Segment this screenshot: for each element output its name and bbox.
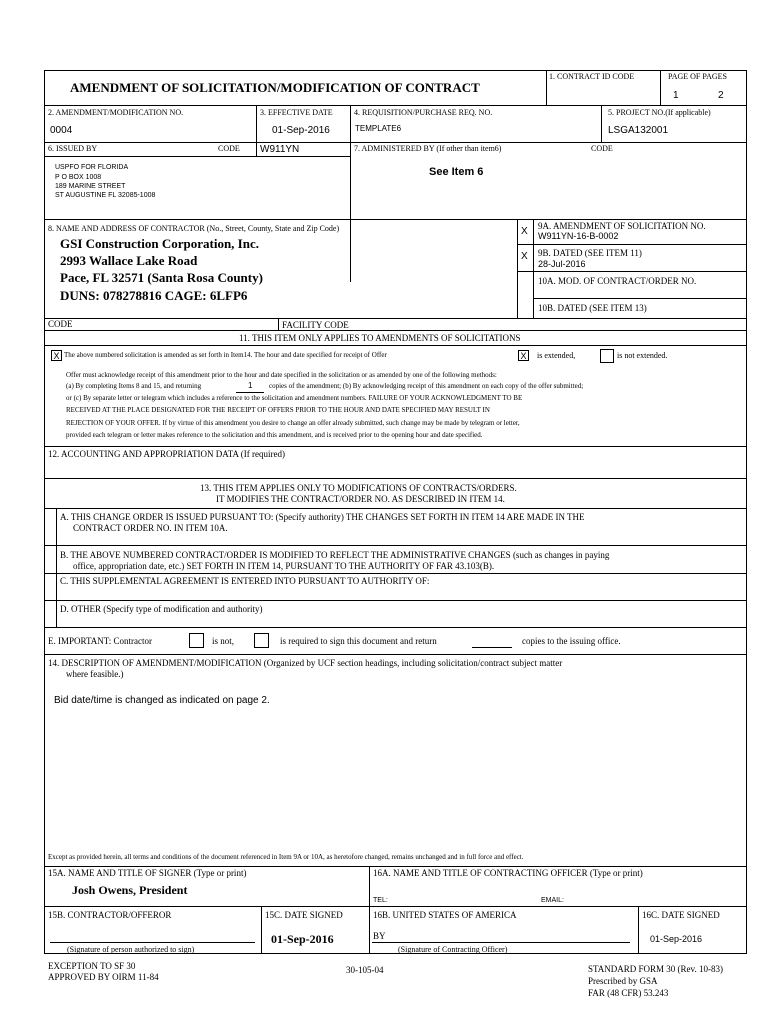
item-13a: CONTRACT ORDER NO. IN ITEM 10A.	[73, 523, 228, 533]
item-11-para: RECEIVED AT THE PLACE DESIGNATED FOR THE RECEIPT OF OFFERS PRIOR TO THE HOUR AND DATE SPECIFIED MAY RESULT IN	[66, 406, 490, 414]
officer-signature-caption: (Signature of Contracting Officer)	[398, 945, 508, 954]
contractor-duns-cage: DUNS: 078278816 CAGE: 6LFP6	[60, 288, 248, 303]
contract-id-label: 1. CONTRACT ID CODE	[549, 72, 635, 81]
item-10b-label: 10B. DATED (SEE ITEM 13)	[538, 303, 647, 313]
issuer-line: 189 MARINE STREET	[55, 183, 126, 190]
item-9a-label: 9A. AMENDMENT OF SOLICITATION NO.	[538, 221, 706, 231]
divider	[44, 906, 747, 907]
divider	[44, 156, 350, 157]
issued-by-code-label: CODE	[218, 144, 240, 153]
officer-date-signed: 01-Sep-2016	[650, 934, 703, 944]
facility-code-label: FACILITY CODE	[282, 320, 349, 330]
extended-checkbox[interactable]: X	[518, 350, 529, 361]
not-extended-checkbox[interactable]	[600, 349, 614, 363]
divider	[44, 318, 747, 319]
issued-by-label: 6. ISSUED BY	[48, 144, 98, 153]
issuer-line: P O BOX 1008	[55, 174, 102, 181]
signature-line	[372, 942, 630, 943]
not-extended-label: is not extended.	[617, 351, 668, 360]
divider	[350, 105, 351, 282]
item-13d: D. OTHER (Specify type of modification and authority)	[60, 604, 263, 614]
approved-note: APPROVED BY OIRM 11-84	[48, 972, 159, 982]
issuer-line: USPFO FOR FLORIDA	[55, 164, 129, 171]
contractor-date-signed: 01-Sep-2016	[271, 932, 334, 946]
divider	[44, 345, 747, 346]
divider	[256, 105, 257, 142]
effective-date-value: 01-Sep-2016	[272, 125, 330, 136]
item-11-para: (a) By completing Items 8 and 15, and returning	[66, 382, 202, 390]
signature-line	[50, 942, 255, 943]
important-label: E. IMPORTANT: Contractor	[48, 636, 153, 646]
item-15c-label: 15C. DATE SIGNED	[265, 910, 343, 920]
copies-blank	[472, 647, 512, 648]
contractor-label: 8. NAME AND ADDRESS OF CONTRACTOR (No., Street, County, State and Zip Code)	[48, 224, 340, 233]
divider	[369, 866, 370, 954]
contractor-is-not-checkbox[interactable]	[189, 633, 204, 648]
divider	[256, 142, 257, 156]
item-15a-label: 15A. NAME AND TITLE OF SIGNER (Type or print)	[48, 868, 247, 878]
item-11-para: or (c) By separate letter or telegram which includes a reference to the solicitation and amendment numbers. FAILURE OF YOUR ACKNOWLEDGMENT TO BE	[66, 394, 523, 402]
is-required-label: is required to sign this document and return	[280, 636, 437, 646]
divider	[44, 219, 747, 220]
contractor-street: 2993 Wallace Lake Road	[60, 253, 198, 268]
item-11-para: copies of the amendment; (b) By acknowledging receipt of this amendment on each copy of the offer submitted;	[269, 382, 584, 390]
divider	[56, 508, 57, 627]
contractor-code-label: CODE	[48, 319, 73, 329]
divider	[660, 70, 661, 105]
divider	[517, 244, 747, 245]
administered-by-code-label: CODE	[591, 144, 613, 153]
tel-label: TEL:	[373, 897, 388, 904]
prescribed-by: Prescribed by GSA	[588, 976, 658, 986]
item-10a-label: 10A. MOD. OF CONTRACT/ORDER NO.	[538, 276, 697, 286]
divider	[278, 318, 279, 330]
divider	[44, 508, 747, 509]
form-number: 30-105-04	[346, 965, 384, 975]
extended-label: is extended,	[537, 351, 576, 360]
item-11-para: Offer must acknowledge receipt of this amendment prior to the hour and date specified in the solicitation or as amended by one of the following methods:	[66, 371, 497, 379]
divider	[44, 446, 747, 447]
email-label: EMAIL:	[541, 897, 564, 904]
divider	[44, 627, 747, 628]
item-11-checkbox[interactable]: X	[51, 350, 62, 361]
divider	[533, 219, 534, 318]
divider	[44, 654, 747, 655]
contractor-name: GSI Construction Corporation, Inc.	[60, 236, 259, 251]
item-13-title: IT MODIFIES THE CONTRACT/ORDER NO. AS DESCRIBED IN ITEM 14.	[216, 494, 505, 504]
issuer-line: ST AUGUSTINE FL 32085-1008	[55, 192, 156, 199]
page-count: 2	[718, 90, 724, 101]
item-14-label: 14. DESCRIPTION OF AMENDMENT/MODIFICATION (Organized by UCF section headings, including solicitation/contract subject matter	[48, 658, 563, 668]
item-14-label: where feasible.)	[66, 669, 124, 679]
divider	[44, 600, 747, 601]
item-11-title: 11. THIS ITEM ONLY APPLIES TO AMENDMENTS OF SOLICITATIONS	[239, 333, 521, 343]
form-title: AMENDMENT OF SOLICITATION/MODIFICATION OF CONTRACT	[70, 80, 480, 95]
divider	[44, 142, 747, 143]
administered-by-label: 7. ADMINISTERED BY (If other than item6)	[354, 144, 502, 153]
item-13b: office, appropriation date, etc.) SET FORTH IN ITEM 14, PURSUANT TO THE AUTHORITY OF FAR 43.103(B).	[73, 561, 495, 571]
divider	[44, 545, 747, 546]
item-13b: B. THE ABOVE NUMBERED CONTRACT/ORDER IS MODIFIED TO REFLECT THE ADMINISTRATIVE CHANGES (such as changes in paying	[60, 550, 610, 560]
item-13a: A. THIS CHANGE ORDER IS ISSUED PURSUANT TO: (Specify authority) THE CHANGES SET FORTH IN ITEM 14 ARE MADE IN THE	[60, 512, 585, 522]
divider	[533, 298, 747, 299]
page-number: 1	[673, 90, 679, 101]
item-9b-label: 9B. DATED (SEE ITEM 11)	[538, 248, 642, 258]
amendment-no-value: 0004	[50, 125, 73, 136]
mark-9a: X	[521, 226, 528, 237]
divider	[44, 478, 747, 479]
exception-note: EXCEPTION TO SF 30	[48, 961, 136, 971]
requisition-value: TEMPLATE6	[355, 124, 402, 133]
contractor-signature-caption: (Signature of person authorized to sign)	[67, 945, 195, 954]
item-16b-label: 16B. UNITED STATES OF AMERICA	[373, 910, 517, 920]
item-14-description: Bid date/time is changed as indicated on page 2.	[54, 695, 270, 706]
divider	[44, 105, 747, 106]
divider	[517, 219, 518, 318]
item-14-footer: Except as provided herein, all terms and conditions of the document referenced in Item 9A or 10A, as heretofore changed, remains unchanged and in full force and effect.	[48, 853, 524, 861]
by-label: BY	[373, 931, 386, 941]
item-15b-label: 15B. CONTRACTOR/OFFEROR	[48, 910, 172, 920]
page-of-pages-label: PAGE OF PAGES	[668, 72, 727, 81]
far-reference: FAR (48 CFR) 53.243	[588, 988, 669, 998]
item-12-label: 12. ACCOUNTING AND APPROPRIATION DATA (If required)	[48, 449, 286, 459]
issued-by-code-value: W911YN	[260, 144, 300, 155]
effective-date-label: 3. EFFECTIVE DATE	[260, 108, 333, 117]
copies-label: copies to the issuing office.	[522, 636, 621, 646]
administered-by-value: See Item 6	[429, 166, 484, 178]
divider	[601, 105, 602, 142]
amendment-no-label: 2. AMENDMENT/MODIFICATION NO.	[48, 108, 184, 117]
divider	[44, 866, 747, 867]
mark-9b: X	[521, 251, 528, 262]
standard-form: STANDARD FORM 30 (Rev. 10-83)	[588, 964, 723, 974]
item-11-para: provided each telegram or letter makes reference to the solicitation and this amendment, and is received prior to the opening hour and date specified.	[66, 431, 483, 439]
item-9a-value: W911YN-16-B-0002	[538, 231, 619, 241]
project-no-label: 5. PROJECT NO.(If applicable)	[608, 108, 711, 117]
project-no-value: LSGA132001	[608, 125, 669, 136]
signer-name: Josh Owens, President	[72, 883, 188, 897]
contractor-is-required-checkbox[interactable]	[254, 633, 269, 648]
item-9b-value: 28-Jul-2016	[538, 259, 586, 269]
divider	[517, 271, 747, 272]
item-11-para: REJECTION OF YOUR OFFER. If by virtue of this amendment you desire to change an offer already submitted, such change may be made by telegram or letter,	[66, 419, 520, 427]
contractor-city: Pace, FL 32571 (Santa Rosa County)	[60, 270, 263, 285]
item-11-line1: The above numbered solicitation is amended as set forth in Item14. The hour and date specified for receipt of Offer	[64, 351, 387, 359]
is-not-label: is not,	[212, 636, 235, 646]
divider	[44, 330, 747, 331]
item-13c: C. THIS SUPPLEMENTAL AGREEMENT IS ENTERED INTO PURSUANT TO AUTHORITY OF:	[60, 576, 430, 586]
copies-value: 1	[248, 381, 253, 390]
requisition-label: 4. REQUISITION/PURCHASE REQ. NO.	[354, 108, 493, 117]
divider	[546, 70, 547, 105]
copies-underline	[236, 392, 264, 393]
divider	[638, 906, 639, 954]
item-16a-label: 16A. NAME AND TITLE OF CONTRACTING OFFICER (Type or print)	[373, 868, 643, 878]
divider	[44, 573, 747, 574]
item-13-title: 13. THIS ITEM APPLIES ONLY TO MODIFICATIONS OF CONTRACTS/ORDERS.	[200, 483, 517, 493]
divider	[261, 906, 262, 954]
item-16c-label: 16C. DATE SIGNED	[642, 910, 720, 920]
